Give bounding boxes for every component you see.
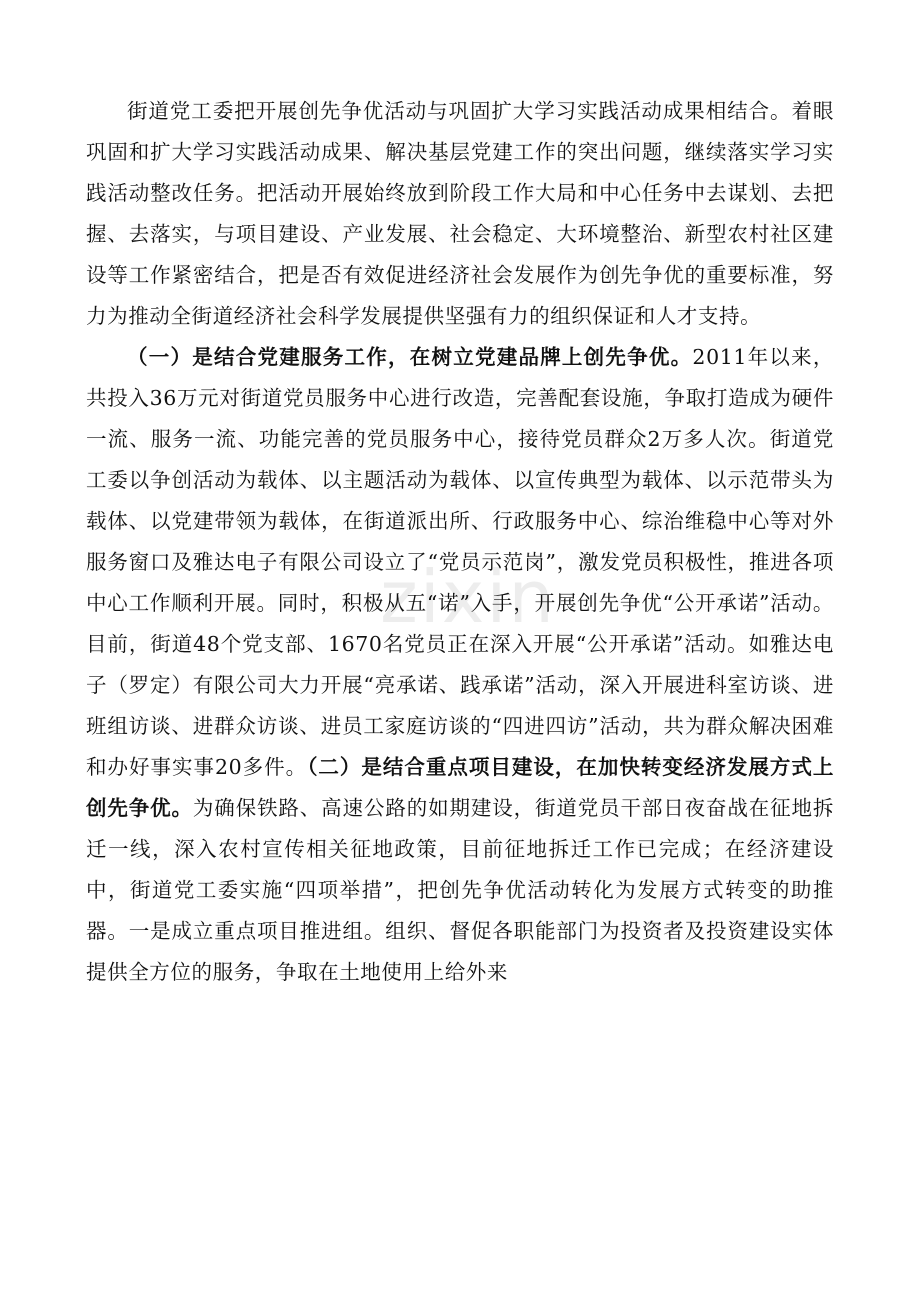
document-page (86, 91, 834, 993)
section-two-body: 为确保铁路、高速公路的如期建设，街道党员干部日夜奋战在征地拆迁一线，深入农村宣传相关征地政策，目前征地拆迁工作已完成；在经济建设中，街道党工委实施“四项举措”，把创先争优活动转化为发展方式转变的助推器。一是成立重点项目推进组。组织、督促各职能部门为投资者及投资建设实体提供全方位的服务，争取在土地使用上给外来 (86, 796, 835, 984)
watermark: zixin (380, 555, 557, 639)
paragraph-section-one (86, 337, 834, 993)
section-two-heading: （二）是结合重点项目建设，在加快转变经济发展方式上创先争优。 (86, 755, 835, 820)
section-one-body: 2011年以来，共投入36万元对街道党员服务中心进行改造，完善配套设施，争取打造成为硬件一流、服务一流、功能完善的党员服务中心，接待党员群众2万多人次。街道党工委以争创活动为载体、以主题活动为载体、以宣传典型为载体、以示范带头为载体、以党建带领为载体，在街道派出所、行政服务中心、综治维稳中心等对外服务窗口及雅达电子有限公司设立了“党员示范岗”，激发党员积极性，推进各项中心工作顺利开展。同时，积极从五“诺”入手，开展创先争优“公开承诺”活动。目前，街道48个党支部、1670名党员正在深入开展“公开承诺”活动。如雅达电子（罗定）有限公司大力开展“亮承诺、践承诺”活动，深入开展进科室访谈、进班组访谈、进群众访谈、进员工家庭访谈的“四进四访”活动，共为群众解决困难和办好事实事20多件。 (86, 345, 834, 779)
section-one-heading: （一）是结合党建服务工作，在树立党建品牌上创先争优。 (127, 345, 693, 369)
paragraph-intro: 街道党工委把开展创先争优活动与巩固扩大学习实践活动成果相结合。着眼巩固和扩大学习实践活动成果、解决基层党建工作的突出问题，继续落实学习实践活动整改任务。把活动开展始终放到阶段工作大局和中心任务中去谋划、去把握、去落实，与项目建设、产业发展、社会稳定、大环境整治、新型农村社区建设等工作紧密结合，把是否有效促进经济社会发展作为创先争优的重要标准，努力为推动全街道经济社会科学发展提供坚强有力的组织保证和人才支持。 (86, 99, 834, 328)
